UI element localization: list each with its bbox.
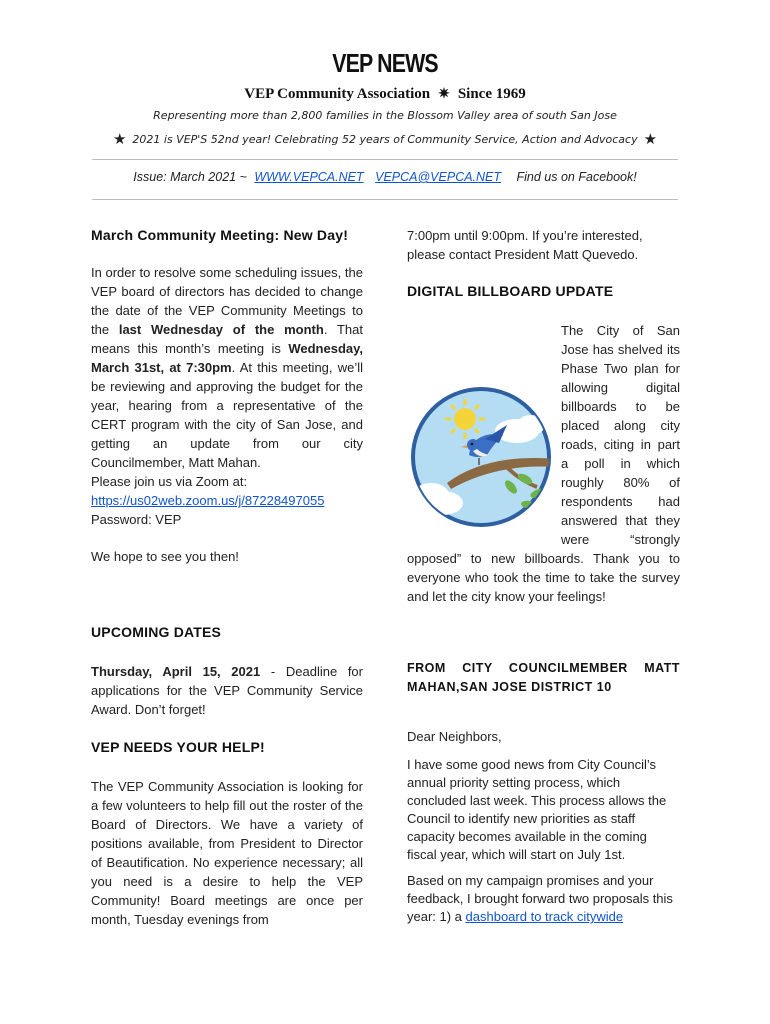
tagline: Representing more than 2,800 families in the Blossom Valley area of south San Jose — [153, 109, 617, 122]
facebook-text: Find us on Facebook! — [516, 170, 637, 184]
issue-label: Issue: March 2021 ~ — [133, 170, 247, 184]
councilmember-greeting: Dear Neighbors, — [407, 729, 502, 744]
billboard-text: The City of San Jose has shelved its Phase Two plan for allowing digital billboards to be placed along city roads, citing in part a poll in which roughly 80% of respondents had answered that they were “strongly opposed” to new billboards. Thank you to everyone who took the time to take the survey and let the city know your feelings! — [407, 323, 680, 604]
celebration-text: 2021 is VEP'S 52nd year! Celebrating 52 years of Community Service, Action and Advocacy — [132, 133, 638, 146]
zoom-link[interactable]: https://us02web.zoom.us/j/87228497055 — [91, 493, 325, 508]
celebration-line — [0, 130, 770, 148]
zoom-label: Please join us via Zoom at: — [91, 474, 248, 489]
email-link[interactable]: VEPCA@VEPCA.NET — [375, 170, 502, 184]
dashboard-link[interactable]: dashboard to track citywide — [465, 909, 624, 924]
upcoming-heading: UPCOMING DATES — [91, 624, 222, 640]
meeting-paragraph: In order to resolve some scheduling issues, the VEP board of directors has decided to change the date of the VEP Community Meetings to the last Wednesday of the month. That means this month’s meeting is Wednesday, March 31st, at 7:30pm. At this meeting, we’ll be reviewing and approving the budget for the year, hearing from a representative of the CERT program with the city of San Jose, and getting an update from our city Councilmember, Matt Mahan. — [91, 265, 363, 470]
help-heading: VEP NEEDS YOUR HELP! — [91, 739, 265, 755]
councilmember-p1: I have some good news from City Council’s annual priority setting process, which concluded last week. This process allows the Council to identify new priorities as staff capacity becomes available in the coming fiscal year, which will start on July 1st. — [407, 757, 667, 862]
councilmember-heading: FROM CITY COUNCILMEMBER MATT MAHAN,SAN JOSE DISTRICT 10 — [407, 661, 680, 694]
zoom-password: Password: VEP — [91, 512, 182, 527]
black-star-icon: ★ — [112, 130, 127, 148]
association-name: VEP Community Association — [244, 86, 431, 102]
association-line — [0, 86, 770, 103]
asterisk-star-icon: ✷ — [438, 87, 450, 102]
newsletter-title: VEP NEWS — [332, 48, 438, 78]
billboard-section — [407, 282, 680, 606]
divider — [92, 159, 678, 160]
help-continued — [407, 226, 680, 264]
upcoming-item: Thursday, April 15, 2021 - Deadline for applications for the VEP Community Service Award. Don’t forget! — [91, 664, 363, 717]
meeting-heading: March Community Meeting: New Day! — [91, 227, 349, 243]
black-star-icon: ★ — [643, 130, 658, 148]
since-label: Since 1969 — [457, 86, 526, 102]
help-section — [91, 738, 363, 929]
meeting-closing: We hope to see you then! — [91, 549, 239, 564]
councilmember-section — [407, 659, 680, 926]
bluebird-on-branch-icon — [407, 383, 555, 531]
billboard-body — [407, 321, 680, 606]
divider — [92, 199, 678, 200]
meeting-section — [91, 226, 363, 566]
help-continued-text: 7:00pm until 9:00pm. If you’re interested, please contact President Matt Quevedo. — [407, 228, 643, 262]
upcoming-section — [91, 623, 363, 719]
councilmember-p2: Based on my campaign promises and your feedback, I brought forward two proposals this year: 1) a dashboard to track citywide — [407, 873, 673, 924]
help-text: The VEP Community Association is looking for a few volunteers to help fill out the roster of the Board of Directors. We have a variety of positions available, from President to Director of Beautification. No experience necessary; all you need is a desire to help the VEP Community! Board meetings are once per month, Tuesday evenings from — [91, 779, 363, 927]
billboard-heading: DIGITAL BILLBOARD UPDATE — [407, 283, 614, 299]
upcoming-date: Thursday, April 15, 2021 — [91, 664, 261, 679]
issue-line — [0, 170, 770, 184]
website-link[interactable]: WWW.VEPCA.NET — [254, 170, 364, 184]
